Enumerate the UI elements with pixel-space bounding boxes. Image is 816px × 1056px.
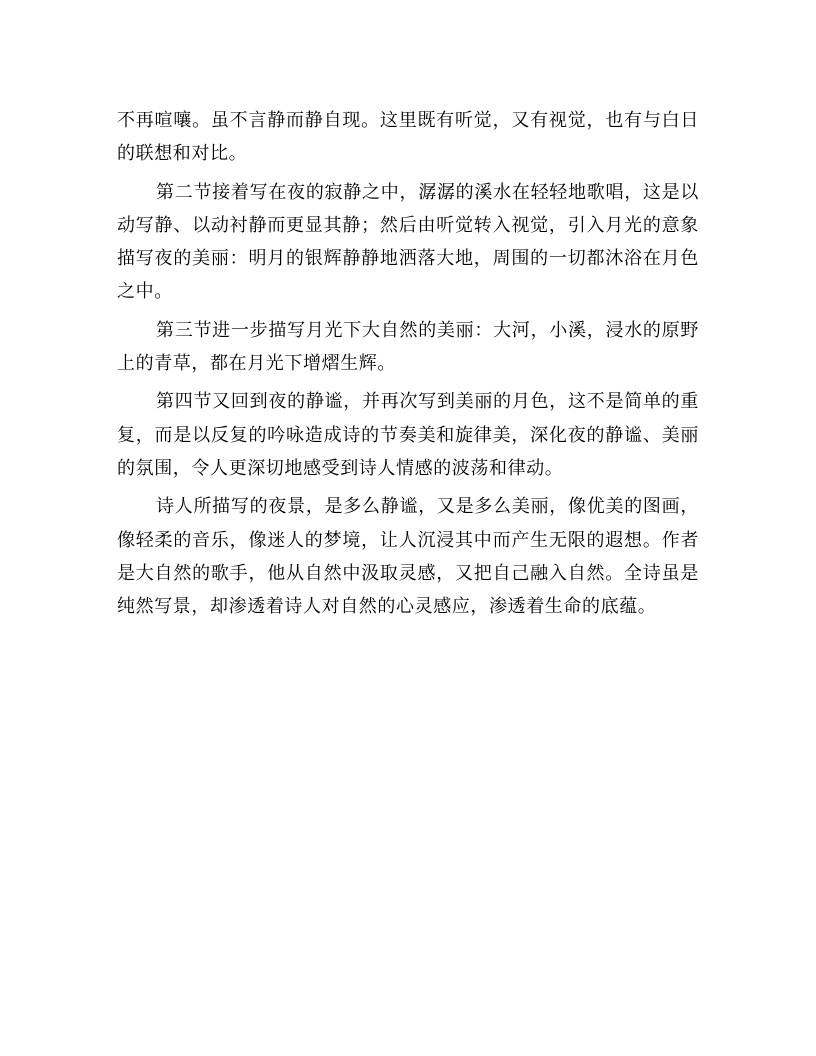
paragraph-fourth-section: 第四节又回到夜的静谧，并再次写到美丽的月色，这不是简单的重复，而是以反复的吟咏造成诗的节奏美和旋律美，深化夜的静谧、美丽的氛围，令人更深切地感受到诗人情感的波荡和律动。: [117, 391, 699, 479]
document-body: [117, 104, 699, 623]
paragraph-third-section: 第三节进一步描写月光下大自然的美丽：大河，小溪，浸水的原野上的青草，都在月光下增熠生辉。: [117, 319, 699, 375]
paragraph-summary: 诗人所描写的夜景，是多么静谧，又是多么美丽，像优美的图画，像轻柔的音乐，像迷人的梦境，让人沉浸其中而产生无限的遐想。作者是大自然的歌手，他从自然中汲取灵感，又把自己融入自然。全诗虽是纯然写景，却渗透着诗人对自然的心灵感应，渗透着生命的底蕴。: [117, 496, 699, 618]
paragraph-second-section: 第二节接着写在夜的寂静之中，潺潺的溪水在轻轻地歌唱，这是以动写静、以动衬静而更显其静；然后由听觉转入视觉，引入月光的意象描写夜的美丽：明月的银辉静静地洒落大地，周围的一切都沐浴在月色之中。: [117, 181, 699, 303]
paragraph-continuation: 不再喧嚷。虽不言静而静自现。这里既有听觉，又有视觉，也有与白日的联想和对比。: [117, 110, 699, 165]
